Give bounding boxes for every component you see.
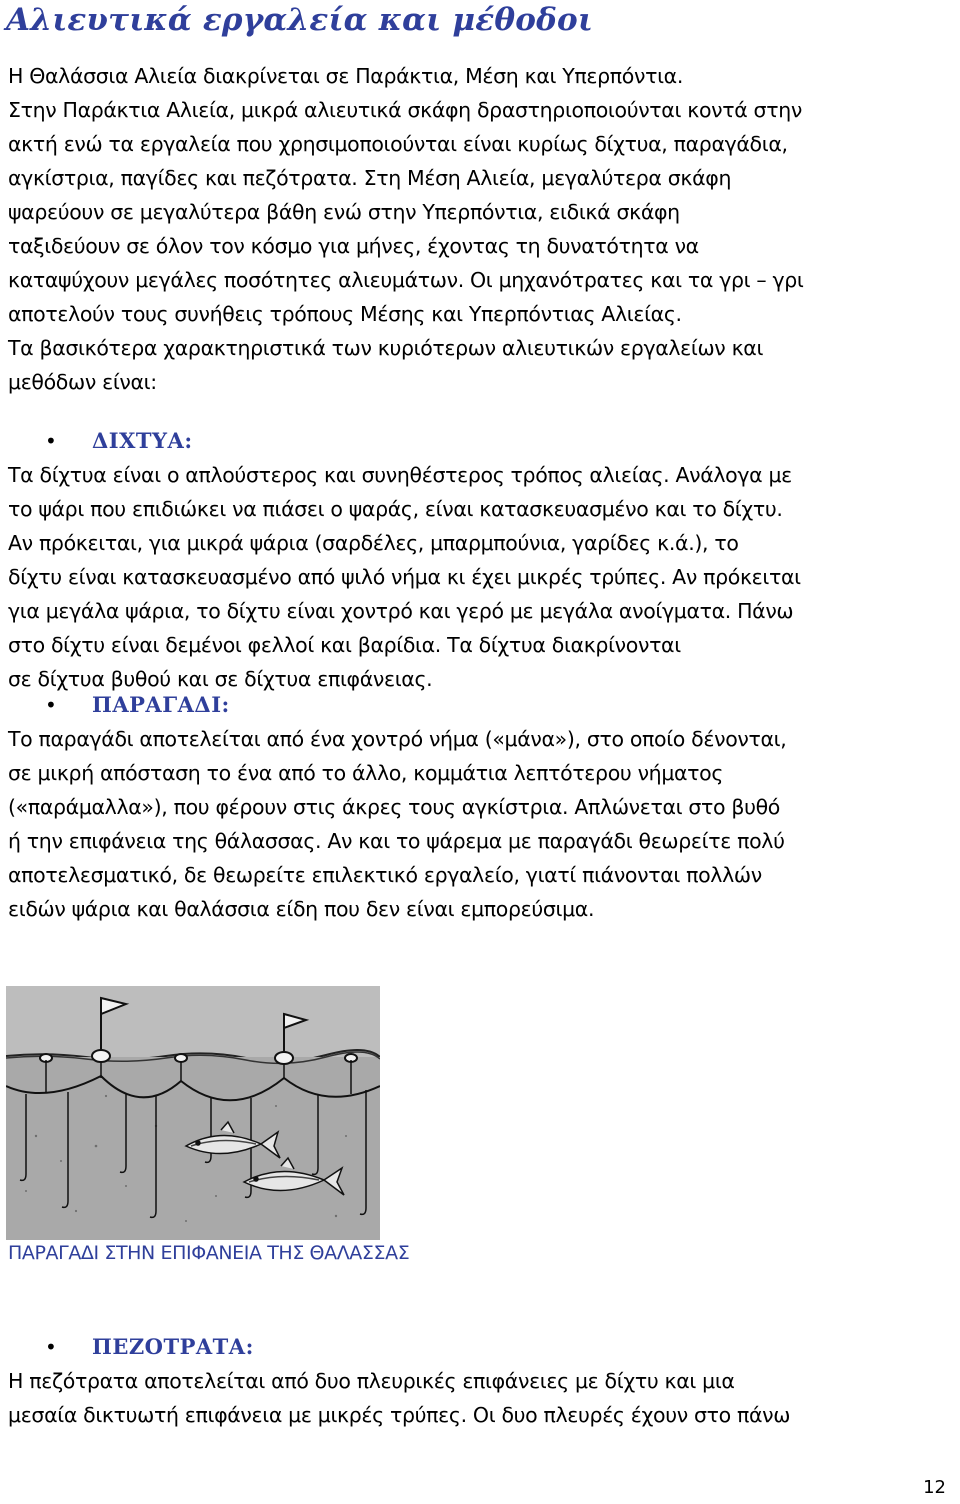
nets-line: σε δίχτυα βυθού και σε δίχτυα επιφάνειας. <box>8 667 433 691</box>
figure-caption: ΠΑΡΑΓΑΔΙ ΣΤΗΝ ΕΠΙΦΑΝΕΙΑ ΤΗΣ ΘΑΛΑΣΣΑΣ <box>8 1242 410 1264</box>
bullet-icon: • <box>45 1335 57 1359</box>
intro-paragraph <box>8 59 958 399</box>
intro-line: ψαρεύουν σε μεγαλύτερα βάθη ενώ στην Υπερπόντια, ειδικά σκάφη <box>8 200 680 224</box>
longline-line: αποτελεσματικό, δε θεωρείτε επιλεκτικό εργαλείο, γιατί πιάνονται πολλών <box>8 863 762 887</box>
intro-line: Τα βασικότερα χαρακτηριστικά των κυριότερων αλιευτικών εργαλείων και <box>8 336 764 360</box>
nets-line: Αν πρόκειται, για μικρά ψάρια (σαρδέλες, μπαρμπούνια, γαρίδες κ.ά.), το <box>8 531 739 555</box>
beach-seine-line: μεσαία δικτυωτή επιφάνεια με μικρές τρύπες. Οι δυο πλευρές έχουν στο πάνω <box>8 1403 791 1427</box>
intro-line: Στην Παράκτια Αλιεία, μικρά αλιευτικά σκάφη δραστηριοποιούνται κοντά στην <box>8 98 802 122</box>
longline-illustration <box>6 986 380 1240</box>
intro-line: αγκίστρια, παγίδες και πεζότρατα. Στη Μέση Αλιεία, μεγαλύτερα σκάφη <box>8 166 732 190</box>
longline-line: σε μικρή απόσταση το ένα από το άλλο, κομμάτια λεπτότερου νήματος <box>8 761 724 785</box>
intro-line: καταψύχουν μεγάλες ποσότητες αλιευμάτων. Οι μηχανότρατες και τα γρι – γρι <box>8 268 804 292</box>
beach-seine-paragraph <box>8 1364 958 1432</box>
intro-line: ακτή ενώ τα εργαλεία που χρησιμοποιούνται είναι κυρίως δίχτυα, παραγάδια, <box>8 132 788 156</box>
nets-heading: ΔΙΧΤΥΑ: <box>92 428 193 453</box>
longline-paragraph <box>8 722 958 926</box>
nets-line: στο δίχτυ είναι δεμένοι φελλοί και βαρίδια. Τα δίχτυα διακρίνονται <box>8 633 681 657</box>
bullet-icon: • <box>45 693 57 717</box>
nets-line: το ψάρι που επιδιώκει να πιάσει ο ψαράς, είναι κατασκευασμένο και το δίχτυ. <box>8 497 783 521</box>
intro-line: Η Θαλάσσια Αλιεία διακρίνεται σε Παράκτια, Μέση και Υπερπόντια. <box>8 64 684 88</box>
longline-line: Το παραγάδι αποτελείται από ένα χοντρό νήμα («μάνα»), στο οποίο δένονται, <box>8 727 787 751</box>
longline-line: ή την επιφάνεια της θάλασσας. Αν και το ψάρεμα με παραγάδι θεωρείτε πολύ <box>8 829 785 853</box>
longline-heading: ΠΑΡΑΓΑΔΙ: <box>92 692 230 717</box>
nets-line: Τα δίχτυα είναι ο απλούστερος και συνηθέστερος τρόπος αλιείας. Ανάλογα με <box>8 463 792 487</box>
intro-line: ταξιδεύουν σε όλον τον κόσμο για μήνες, έχοντας τη δυνατότητα να <box>8 234 699 258</box>
beach-seine-line: Η πεζότρατα αποτελείται από δυο πλευρικές επιφάνειες με δίχτυ και μια <box>8 1369 735 1393</box>
bullet-icon: • <box>45 429 57 453</box>
longline-drawing <box>6 986 380 1240</box>
beach-seine-heading: ΠΕΖΟΤΡΑΤΑ: <box>92 1334 254 1359</box>
nets-paragraph <box>8 458 958 696</box>
longline-line: ειδών ψάρια και θαλάσσια είδη που δεν είναι εμπορεύσιμα. <box>8 897 595 921</box>
page-number: 12 <box>923 1477 946 1498</box>
intro-line: αποτελούν τους συνήθεις τρόπους Μέσης και Υπερπόντιας Αλιείας. <box>8 302 682 326</box>
nets-line: για μεγάλα ψάρια, το δίχτυ είναι χοντρό και γερό με μεγάλα ανοίγματα. Πάνω <box>8 599 794 623</box>
intro-line: μεθόδων είναι: <box>8 370 157 394</box>
page-title: Αλιευτικά εργαλεία και μέθοδοι <box>6 2 594 38</box>
nets-line: δίχτυ είναι κατασκευασμένο από ψιλό νήμα κι έχει μικρές τρύπες. Αν πρόκειται <box>8 565 801 589</box>
longline-line: («παράμαλλα»), που φέρουν στις άκρες τους αγκίστρια. Απλώνεται στο βυθό <box>8 795 780 819</box>
